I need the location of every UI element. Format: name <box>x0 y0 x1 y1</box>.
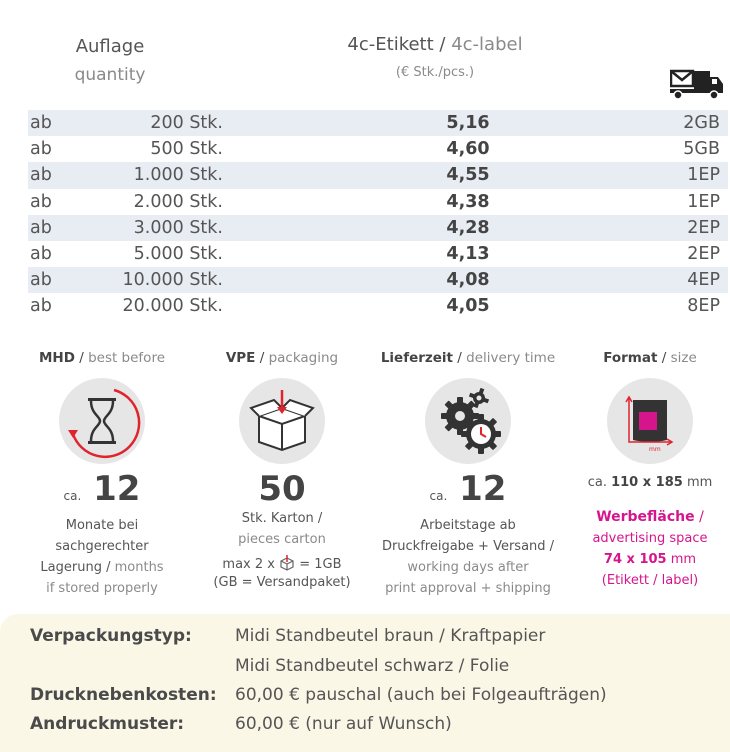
table-row <box>28 267 728 293</box>
info-delivery-time <box>368 350 568 599</box>
best-before-value: 12 <box>93 469 141 509</box>
row-quantity: 10.000 Stk. <box>122 270 223 291</box>
row-ab: ab <box>30 165 52 186</box>
price-header-de: 4c-Etikett <box>347 34 434 55</box>
info-text: months <box>114 560 164 575</box>
row-ab: ab <box>30 139 52 160</box>
info-text: working days after <box>407 560 529 575</box>
row-ab: ab <box>30 217 52 238</box>
advertising-space-de: Werbefläche <box>596 509 695 525</box>
small-box-icon <box>279 555 295 571</box>
advertising-note: (Etikett / label) <box>601 573 699 588</box>
row-ab: ab <box>30 270 52 291</box>
info-packaging <box>207 350 357 590</box>
row-quantity: 3.000 Stk. <box>133 217 223 238</box>
row-ab: ab <box>30 296 52 317</box>
dimension-label: mm <box>649 446 661 453</box>
quantity-header-de: Auflage <box>75 36 145 57</box>
info-text: if stored properly <box>46 581 158 596</box>
row-shipping: 5GB <box>683 139 720 160</box>
row-price: 4,28 <box>446 217 490 238</box>
info-text: = 1GB <box>299 557 342 572</box>
standup-pouch-icon <box>607 378 693 464</box>
quantity-header <box>40 36 180 85</box>
info-title: Lieferzeit / delivery time <box>380 350 556 366</box>
row-shipping: 2EP <box>687 244 720 265</box>
table-row <box>28 136 728 162</box>
info-text: Monate bei <box>65 518 139 533</box>
shipping-truck-icon <box>670 68 724 100</box>
detail-row <box>30 714 452 734</box>
box-icon <box>239 378 325 464</box>
prefix: ca. <box>63 489 82 503</box>
detail-value: Midi Standbeutel schwarz / Folie <box>235 656 510 676</box>
info-text: max 2 x <box>222 557 275 572</box>
quantity-header-en: quantity <box>74 65 146 85</box>
row-shipping: 1EP <box>687 191 720 212</box>
price-header-en: 4c-label <box>451 34 523 55</box>
details-panel <box>0 614 730 752</box>
advertising-space-en: advertising space <box>592 531 708 546</box>
row-price: 4,13 <box>446 244 490 265</box>
row-price: 4,38 <box>446 191 490 212</box>
packaging-value: 50 <box>258 469 306 509</box>
price-header-separator: / <box>433 34 452 55</box>
row-shipping: 4EP <box>687 270 720 291</box>
info-text: Stk. Karton / <box>241 511 323 526</box>
table-row <box>28 215 728 241</box>
detail-row <box>30 685 607 705</box>
info-title: Format / size <box>603 350 697 366</box>
prefix: ca. <box>429 489 448 503</box>
table-row <box>28 110 728 136</box>
price-unit: (€ Stk./pcs.) <box>395 65 475 80</box>
table-row <box>28 293 728 319</box>
delivery-value: 12 <box>459 469 507 509</box>
row-shipping: 1EP <box>687 165 720 186</box>
table-row <box>28 162 728 188</box>
info-text: Arbeitstage ab <box>420 518 516 533</box>
row-quantity: 5.000 Stk. <box>133 244 223 265</box>
row-quantity: 20.000 Stk. <box>122 296 223 317</box>
detail-label: Verpackungstyp: <box>30 626 192 646</box>
advertising-size-value: 74 x 105 <box>603 552 667 567</box>
info-text: (GB = Versandpaket) <box>213 575 351 590</box>
info-title: MHD / best before <box>38 350 166 366</box>
detail-value: 60,00 € pauschal (auch bei Folgeaufträgen) <box>235 685 607 705</box>
row-shipping: 2EP <box>687 217 720 238</box>
detail-value: Midi Standbeutel braun / Kraftpapier <box>235 626 546 646</box>
info-text: mm <box>670 552 697 567</box>
info-text: Lagerung <box>40 560 102 575</box>
gears-clock-icon <box>425 378 511 464</box>
detail-value: 60,00 € (nur auf Wunsch) <box>235 714 452 734</box>
info-text: mm <box>686 475 713 490</box>
info-text: sachgerechter <box>55 539 149 554</box>
row-quantity: 500 Stk. <box>150 139 223 160</box>
row-quantity: 200 Stk. <box>150 113 223 134</box>
row-price: 4,55 <box>446 165 490 186</box>
row-shipping: 8EP <box>687 296 720 317</box>
row-ab: ab <box>30 191 52 212</box>
row-price: 4,05 <box>446 296 490 317</box>
row-price: 4,08 <box>446 270 490 291</box>
info-text: ca. <box>587 475 607 490</box>
price-table <box>28 110 728 320</box>
row-shipping: 2GB <box>683 113 720 134</box>
info-text: print approval + shipping <box>385 581 551 596</box>
info-best-before: MHD / best before ca. 12 Monate bei sachgerechter Lagerung / months if stored properly <box>32 350 172 599</box>
row-quantity: 1.000 Stk. <box>133 165 223 186</box>
row-price: 4,60 <box>446 139 490 160</box>
detail-label: Drucknebenkosten: <box>30 685 217 705</box>
row-ab: ab <box>30 244 52 265</box>
table-row <box>28 241 728 267</box>
info-title: VPE / packaging <box>225 350 339 366</box>
detail-row <box>30 656 509 676</box>
price-header <box>310 34 560 80</box>
detail-label: Andruckmuster: <box>30 714 185 734</box>
hourglass-icon <box>59 378 145 464</box>
info-format: Format / size mm ca. 110 x 185 mm Werbefläche / advertising space 74 x 105 mm (Etikett / label) <box>585 350 715 591</box>
format-size-value: 110 x 185 <box>611 475 683 490</box>
row-price: 5,16 <box>446 113 490 134</box>
info-text: pieces carton <box>238 532 326 547</box>
info-text: Druckfreigabe + Versand / <box>381 539 555 554</box>
detail-label <box>30 656 235 676</box>
row-ab: ab <box>30 113 52 134</box>
table-row <box>28 189 728 215</box>
row-quantity: 2.000 Stk. <box>133 191 223 212</box>
detail-row <box>30 626 545 646</box>
